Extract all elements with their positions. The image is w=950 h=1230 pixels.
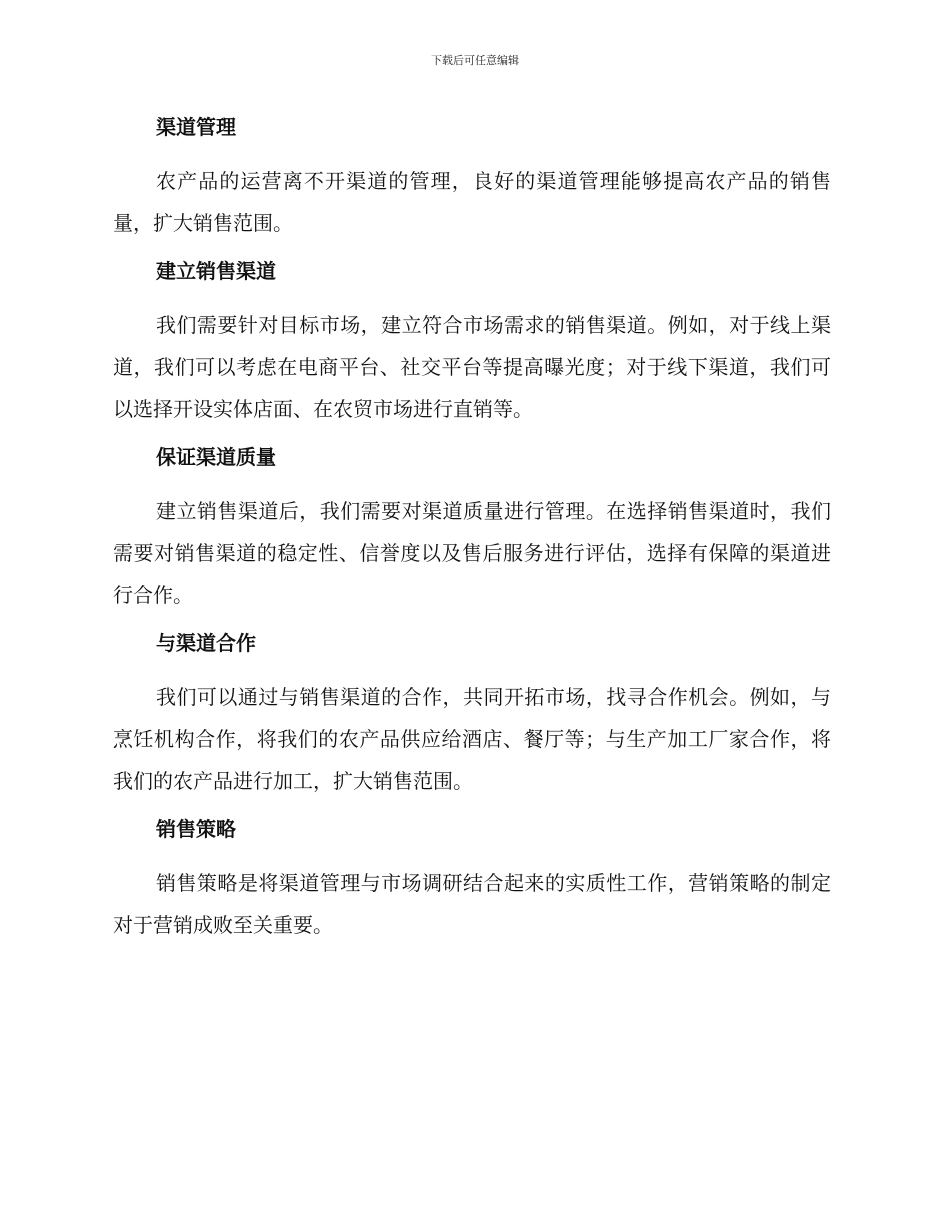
section-heading: 保证渠道质量 [156,445,276,469]
section-paragraph: 我们可以通过与销售渠道的合作，共同开拓市场，找寻合作机会。例如，与烹饪机构合作，将我们的农产品供应给酒店、餐厅等；与生产加工厂家合作，将我们的农产品进行加工，扩大销售范围。 [113,685,831,793]
document-body [113,112,831,946]
header-note: 下载后可任意编辑 [431,54,519,67]
section-build-sales-channels [113,256,831,430]
section-paragraph: 建立销售渠道后，我们需要对渠道质量进行管理。在选择销售渠道时，我们需要对销售渠道的稳定性、信誉度以及售后服务进行评估，选择有保障的渠道进行合作。 [113,499,831,607]
section-heading: 渠道管理 [156,115,236,139]
section-paragraph: 我们需要针对目标市场，建立符合市场需求的销售渠道。例如，对于线上渠道，我们可以考虑在电商平台、社交平台等提高曝光度；对于线下渠道，我们可以选择开设实体店面、在农贸市场进行直销等。 [113,313,831,421]
section-heading: 销售策略 [156,817,236,841]
section-channel-cooperation [113,628,831,802]
section-channel-management [113,112,831,244]
section-heading: 建立销售渠道 [156,259,276,283]
section-heading: 与渠道合作 [156,631,256,655]
section-channel-quality [113,442,831,616]
section-sales-strategy [113,814,831,946]
section-paragraph: 销售策略是将渠道管理与市场调研结合起来的实质性工作，营销策略的制定对于营销成败至关重要。 [113,871,831,937]
section-paragraph: 农产品的运营离不开渠道的管理，良好的渠道管理能够提高农产品的销售量，扩大销售范围。 [113,169,831,235]
